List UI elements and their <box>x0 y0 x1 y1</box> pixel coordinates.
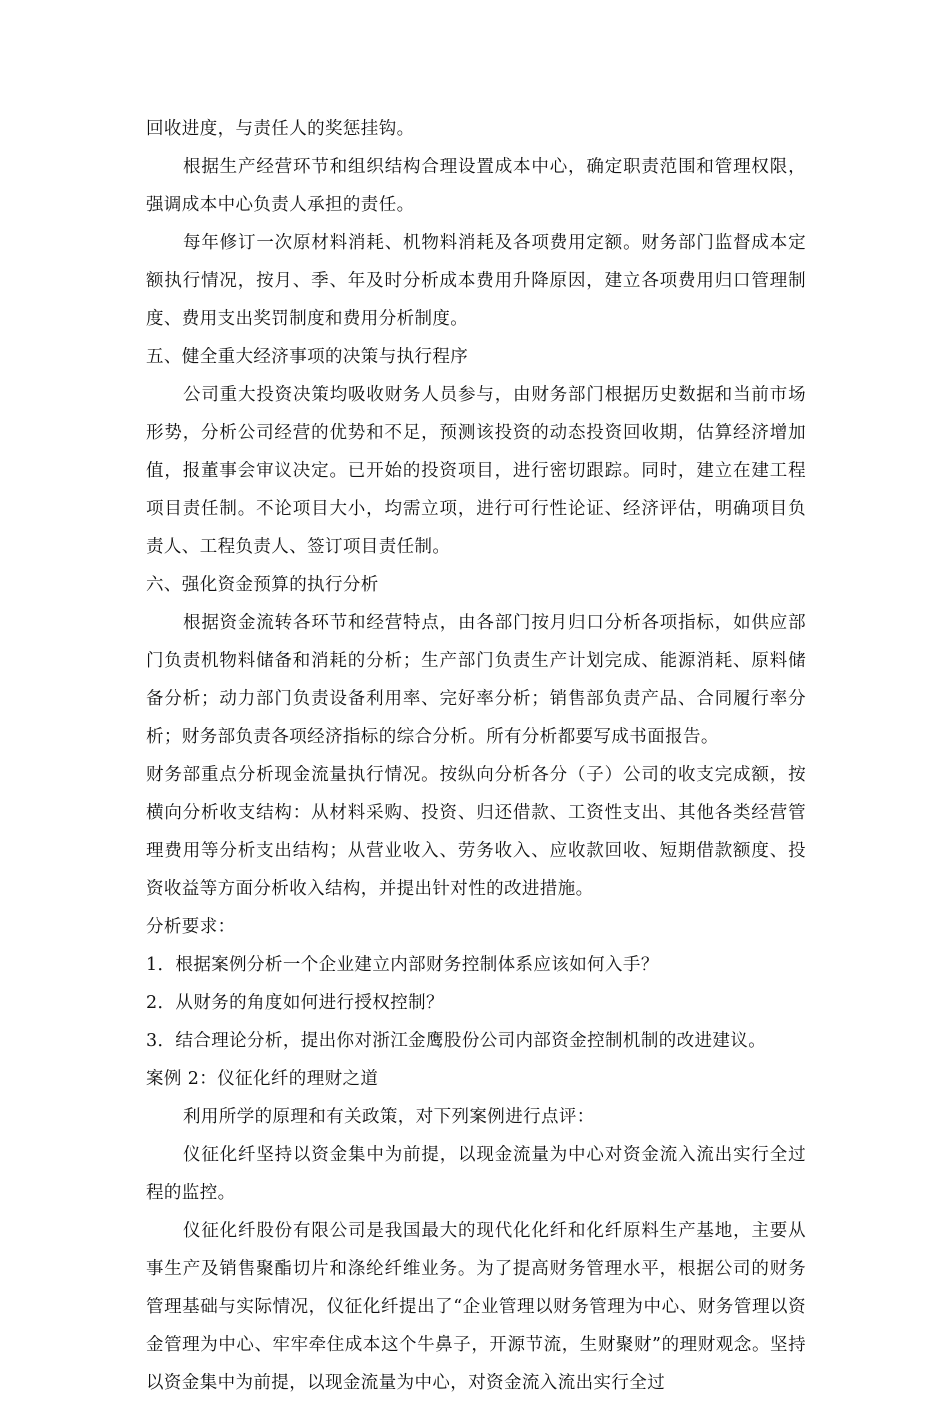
question-2: 2．从财务的角度如何进行授权控制？ <box>146 993 444 1013</box>
paragraph-case-instruction: 利用所学的原理和有关政策，对下列案例进行点评： <box>183 1107 595 1127</box>
analysis-requirements-label: 分析要求： <box>146 917 236 937</box>
question-1: 1．根据案例分析一个企业建立内部财务控制体系应该如何入手？ <box>146 955 659 975</box>
paragraph-recovery-progress: 回收进度，与责任人的奖惩挂钩。 <box>146 119 415 139</box>
document-body <box>146 110 806 1402</box>
case-2-title: 案例 2：仪征化纤的理财之道 <box>146 1069 379 1089</box>
paragraph-company-background: 仪征化纤股份有限公司是我国最大的现代化化纤和化纤原料生产基地，主要从事生产及销售聚酯切片和涤纶纤维业务。为了提高财务管理水平，根据公司的财务管理基础与实际情况，仪征化纤提出了“企业管理以财务管理为中心、财务管理以资金管理为中心、牢牢牵住成本这个牛鼻子，开源节流，生财聚财”的理财观念。坚持以资金集中为前提，以现金流量为中心，对资金流入流出实行全过 <box>146 1221 806 1393</box>
section-heading-6: 六、强化资金预算的执行分析 <box>146 575 379 595</box>
paragraph-cost-centers: 根据生产经营环节和组织结构合理设置成本中心，确定职责范围和管理权限，强调成本中心负责人承担的责任。 <box>146 157 806 215</box>
paragraph-case-summary: 仪征化纤坚持以资金集中为前提，以现金流量为中心对资金流入流出实行全过程的监控。 <box>146 1145 806 1203</box>
question-3: 3．结合理论分析，提出你对浙江金鹰股份公司内部资金控制机制的改进建议。 <box>146 1031 767 1051</box>
paragraph-cash-flow-analysis: 财务部重点分析现金流量执行情况。按纵向分析各分（子）公司的收支完成额，按横向分析收支结构：从材料采购、投资、归还借款、工资性支出、其他各类经营管理费用等分析支出结构；从营业收入、劳务收入、应收款回收、短期借款额度、投资收益等方面分析收入结构，并提出针对性的改进措施。 <box>146 765 806 899</box>
paragraph-expense-quotas: 每年修订一次原材料消耗、机物料消耗及各项费用定额。财务部门监督成本定额执行情况，按月、季、年及时分析成本费用升降原因，建立各项费用归口管理制度、费用支出奖罚制度和费用分析制度。 <box>146 233 806 329</box>
paragraph-investment-decisions: 公司重大投资决策均吸收财务人员参与，由财务部门根据历史数据和当前市场形势，分析公司经营的优势和不足，预测该投资的动态投资回收期，估算经济增加值，报董事会审议决定。已开始的投资项目，进行密切跟踪。同时，建立在建工程项目责任制。不论项目大小，均需立项，进行可行性论证、经济评估，明确项目负责人、工程负责人、签订项目责任制。 <box>146 385 806 557</box>
paragraph-budget-analysis: 根据资金流转各环节和经营特点，由各部门按月归口分析各项指标，如供应部门负责机物料储备和消耗的分析；生产部门负责生产计划完成、能源消耗、原料储备分析；动力部门负责设备利用率、完好率分析；销售部负责产品、合同履行率分析；财务部负责各项经济指标的综合分析。所有分析都要写成书面报告。 <box>146 613 806 747</box>
section-heading-5: 五、健全重大经济事项的决策与执行程序 <box>146 347 469 367</box>
